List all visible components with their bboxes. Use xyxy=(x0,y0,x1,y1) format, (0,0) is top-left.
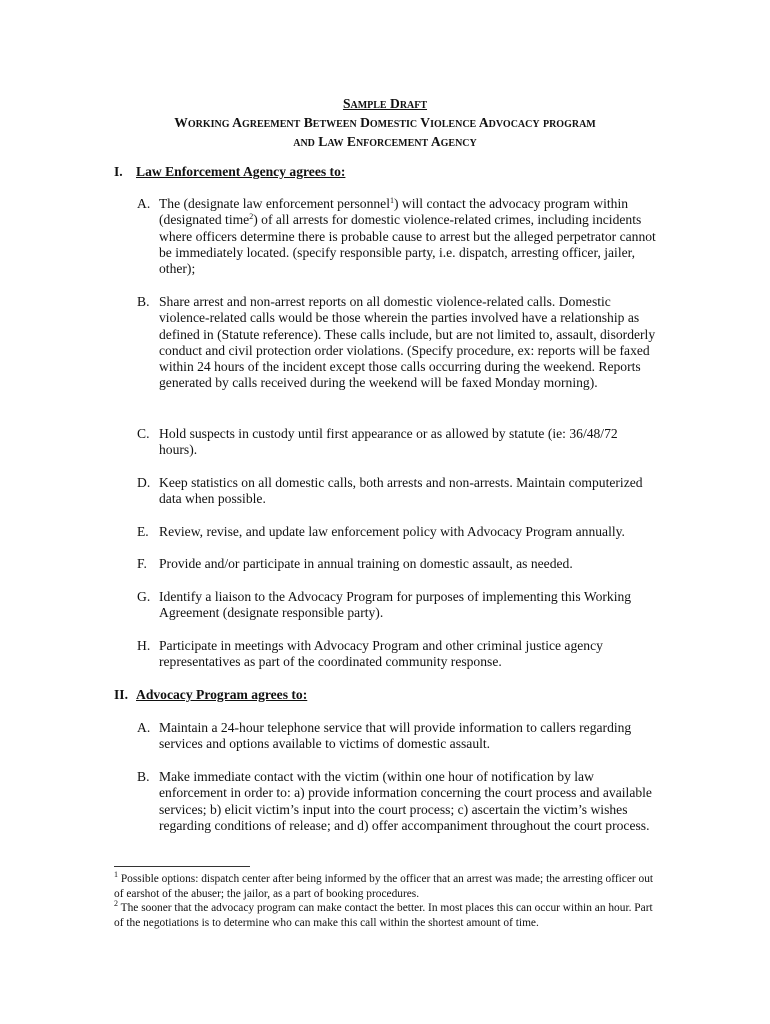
item-letter: E. xyxy=(137,524,149,539)
section-1-title: Law Enforcement Agency agrees to: xyxy=(136,164,346,179)
section-1-item-e xyxy=(137,524,657,540)
footnote-separator xyxy=(114,866,250,867)
item-letter: F. xyxy=(137,556,147,571)
section-1-item-a xyxy=(137,196,657,277)
title-sample-draft: Sample Draft xyxy=(342,96,428,111)
section-1-item-d xyxy=(137,475,657,508)
item-text: Make immediate contact with the victim (within one hour of notification by law enforcement in order to: a) provide information concerning the court process and available services; b) elicit victim’s input into the court process; c) ascertain the victim’s wishes regarding conditions of release; and d) offer accompaniment throughout the court process. xyxy=(159,769,652,833)
section-1-item-f xyxy=(137,556,657,572)
item-letter: H. xyxy=(137,638,151,653)
footnote-mark-1: 1 xyxy=(114,870,118,879)
section-2-heading xyxy=(114,687,307,703)
item-text: Provide and/or participate in annual training on domestic assault, as needed. xyxy=(159,556,573,571)
item-text: Hold suspects in custody until first appearance or as allowed by statute (ie: 36/48/72 hours). xyxy=(159,426,618,458)
item-text: Review, revise, and update law enforcement policy with Advocacy Program annually. xyxy=(159,524,625,539)
footnote-1 xyxy=(114,872,659,902)
item-letter: D. xyxy=(137,475,151,490)
item-letter: B. xyxy=(137,294,150,309)
item-text: Identify a liaison to the Advocacy Program for purposes of implementing this Working Agreement (designate responsible party). xyxy=(159,589,632,621)
title-law-enforcement-agency: and Law Enforcement Agency xyxy=(293,134,477,149)
item-letter: B. xyxy=(137,769,150,784)
item-text xyxy=(159,196,657,277)
item-letter: A. xyxy=(137,196,151,211)
item-text-part: The (designate law enforcement personnel xyxy=(159,196,390,211)
section-1-heading xyxy=(114,164,345,180)
section-2-item-a xyxy=(137,720,657,753)
item-text: Maintain a 24-hour telephone service that will provide information to callers regarding services and options available to victims of domestic assault. xyxy=(159,720,632,752)
item-letter: C. xyxy=(137,426,150,441)
item-text: Share arrest and non-arrest reports on all domestic violence-related calls. Domestic violence-related calls would be those wherein the parties involved have a relationship as defined in (Statute reference). These calls include, but are not limited to, assault, disorderly conduct and civil protection order violations. (Specify procedure, ex: reports will be faxed within 24 hours of the incident except those calls occurring during the weekend. Reports generated by calls received during the weekend will be faxed Monday morning). xyxy=(159,294,656,391)
item-text-part: ) of all arrests for domestic violence-related crimes, including incidents where officers determine there is probable cause to arrest but the alleged perpetrator cannot be immediately located. (specify responsible party, i.e. dispatch, arresting officer, jailer, other); xyxy=(159,212,656,277)
document-title xyxy=(0,94,770,151)
item-letter: A. xyxy=(137,720,151,735)
footnote-mark-2: 2 xyxy=(114,899,118,908)
section-1-item-g xyxy=(137,589,657,622)
title-working-agreement: Working Agreement Between Domestic Violence Advocacy program xyxy=(174,115,596,130)
item-letter: G. xyxy=(137,589,151,604)
footnote-2 xyxy=(114,901,659,931)
section-2-item-b xyxy=(137,769,657,834)
item-text: Keep statistics on all domestic calls, both arrests and non-arrests. Maintain computerized data when possible. xyxy=(159,475,643,507)
section-1-number: I. xyxy=(114,164,123,179)
item-text-part: ) will contact the advocacy program within (designated time xyxy=(159,196,629,228)
footnote-ref-1[interactable]: 1 xyxy=(390,196,394,205)
section-1-item-c xyxy=(137,426,657,459)
footnote-2-text: The sooner that the advocacy program can make contact the better. In most places this can occur within an hour. Part of the negotiations is to determine who can make this call within the shortest amount of time. xyxy=(114,902,653,929)
item-text: Participate in meetings with Advocacy Program and other criminal justice agency representatives as part of the coordinated community response. xyxy=(159,638,603,670)
section-2-title: Advocacy Program agrees to: xyxy=(136,687,308,702)
section-1-item-b xyxy=(137,294,657,392)
section-1-item-h xyxy=(137,638,657,671)
footnote-ref-2[interactable]: 2 xyxy=(249,212,254,222)
footnote-1-text: Possible options: dispatch center after being informed by the officer that an arrest was made; the arresting officer out of earshot of the abuser; the jailor, as a part of booking procedures. xyxy=(114,873,654,900)
section-2-number: II. xyxy=(114,687,128,702)
